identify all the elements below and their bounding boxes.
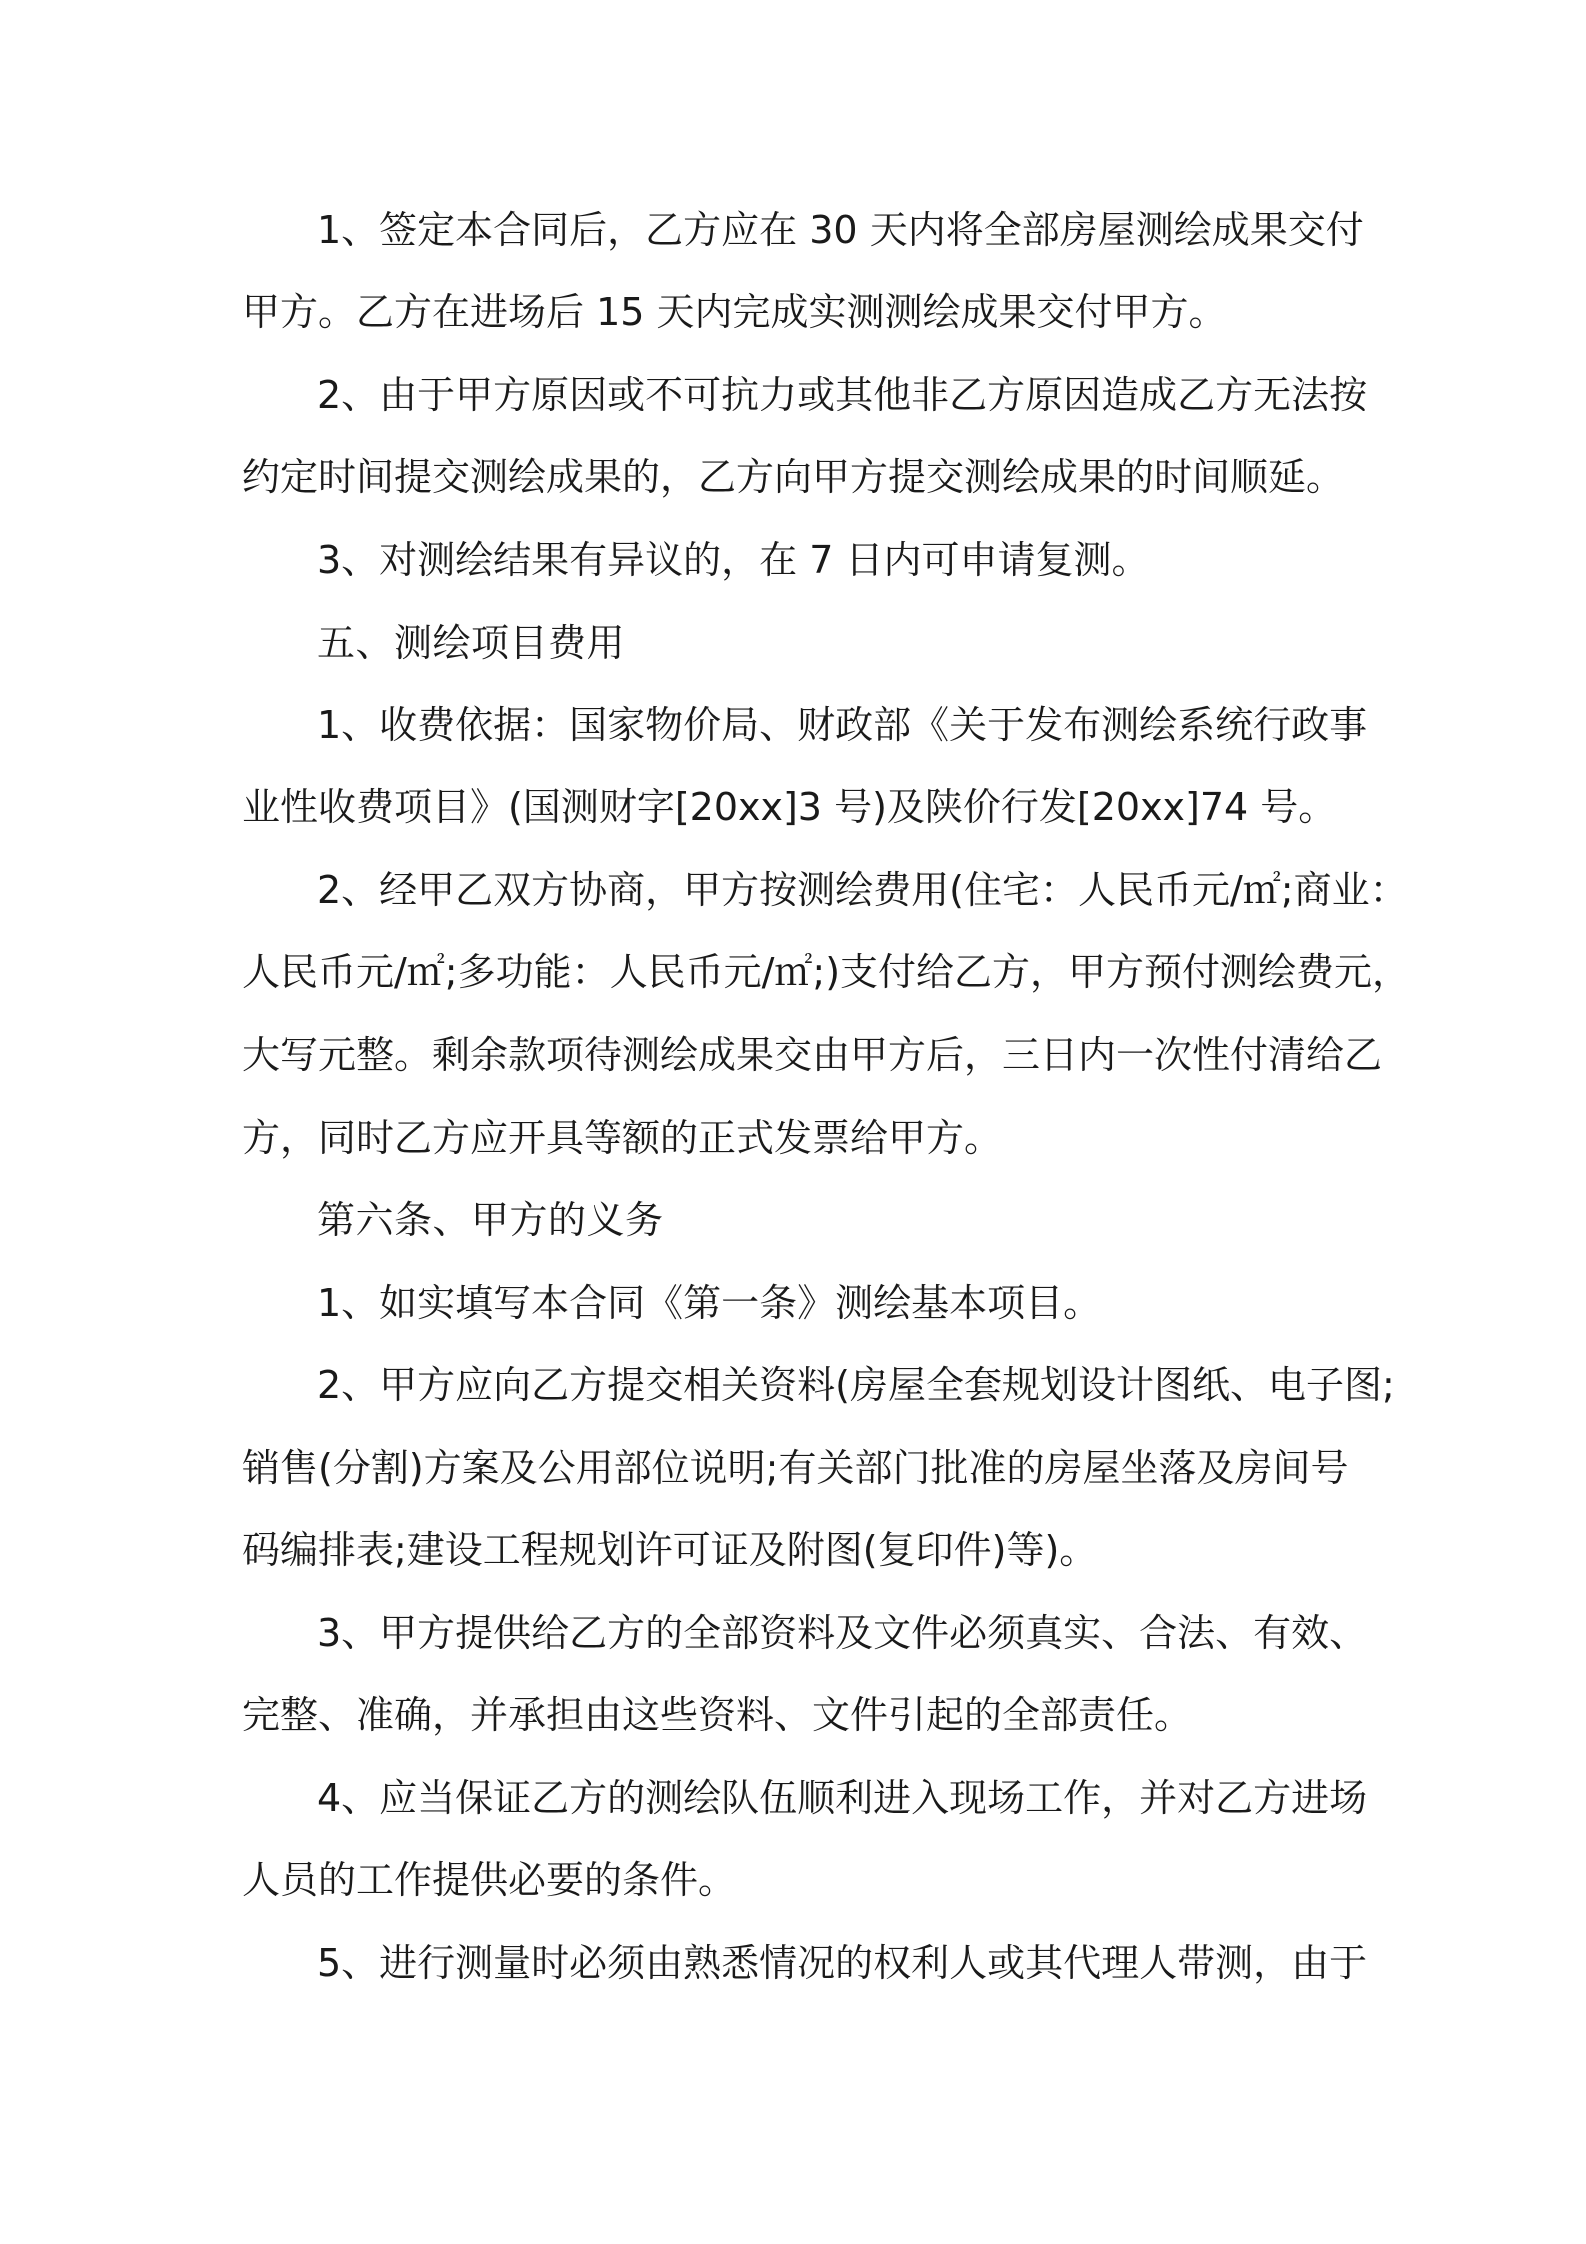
clause-5-2-line-4: 方，同时乙方应开具等额的正式发票给甲方。 bbox=[242, 1116, 1003, 1160]
clause-4-2-line-1: 2、由于甲方原因或不可抗力或其他非乙方原因造成乙方无法按 bbox=[317, 373, 1368, 417]
clause-6-3-line-2: 完整、准确，并承担由这些资料、文件引起的全部责任。 bbox=[242, 1693, 1193, 1737]
clause-6-2-line-2: 销售(分割)方案及公用部位说明;有关部门批准的房屋坐落及房间号 bbox=[242, 1446, 1349, 1490]
clause-6-2-line-3: 码编排表;建设工程规划许可证及附图(复印件)等)。 bbox=[242, 1528, 1098, 1572]
section-5-heading: 五、测绘项目费用 bbox=[317, 621, 626, 665]
clause-6-5-line-1: 5、进行测量时必须由熟悉情况的权利人或其代理人带测，由于 bbox=[317, 1941, 1368, 1985]
clause-4-2-line-2: 约定时间提交测绘成果的，乙方向甲方提交测绘成果的时间顺延。 bbox=[242, 455, 1345, 499]
article-6-heading: 第六条、甲方的义务 bbox=[317, 1198, 664, 1242]
clause-4-1-line-2: 甲方。乙方在进场后 15 天内完成实测测绘成果交付甲方。 bbox=[242, 290, 1227, 334]
clause-6-4-line-2: 人员的工作提供必要的条件。 bbox=[242, 1858, 737, 1902]
clause-6-1-line-1: 1、如实填写本合同《第一条》测绘基本项目。 bbox=[317, 1281, 1102, 1325]
clause-5-2-line-1: 2、经甲乙双方协商，甲方按测绘费用(住宅：人民币元/㎡;商业： bbox=[317, 868, 1408, 912]
clause-4-1-line-1: 1、签定本合同后，乙方应在 30 天内将全部房屋测绘成果交付 bbox=[317, 208, 1364, 252]
clause-5-2-line-3: 大写元整。剩余款项待测绘成果交由甲方后，三日内一次性付清给乙 bbox=[242, 1033, 1383, 1077]
clause-5-1-line-2: 业性收费项目》(国测财字[20xx]3 号)及陕价行发[20xx]74 号。 bbox=[242, 785, 1337, 829]
clause-5-1-line-1: 1、收费依据：国家物价局、财政部《关于发布测绘系统行政事 bbox=[317, 703, 1368, 747]
clause-5-2-line-2: 人民币元/㎡;多功能：人民币元/㎡;)支付给乙方，甲方预付测绘费元， bbox=[242, 950, 1411, 994]
clause-4-3-line-1: 3、对测绘结果有异议的，在 7 日内可申请复测。 bbox=[317, 538, 1150, 582]
clause-6-3-line-1: 3、甲方提供给乙方的全部资料及文件必须真实、合法、有效、 bbox=[317, 1611, 1368, 1655]
clause-6-4-line-1: 4、应当保证乙方的测绘队伍顺利进入现场工作，并对乙方进场 bbox=[317, 1776, 1368, 1820]
clause-6-2-line-1: 2、甲方应向乙方提交相关资料(房屋全套规划设计图纸、电子图; bbox=[317, 1363, 1395, 1407]
